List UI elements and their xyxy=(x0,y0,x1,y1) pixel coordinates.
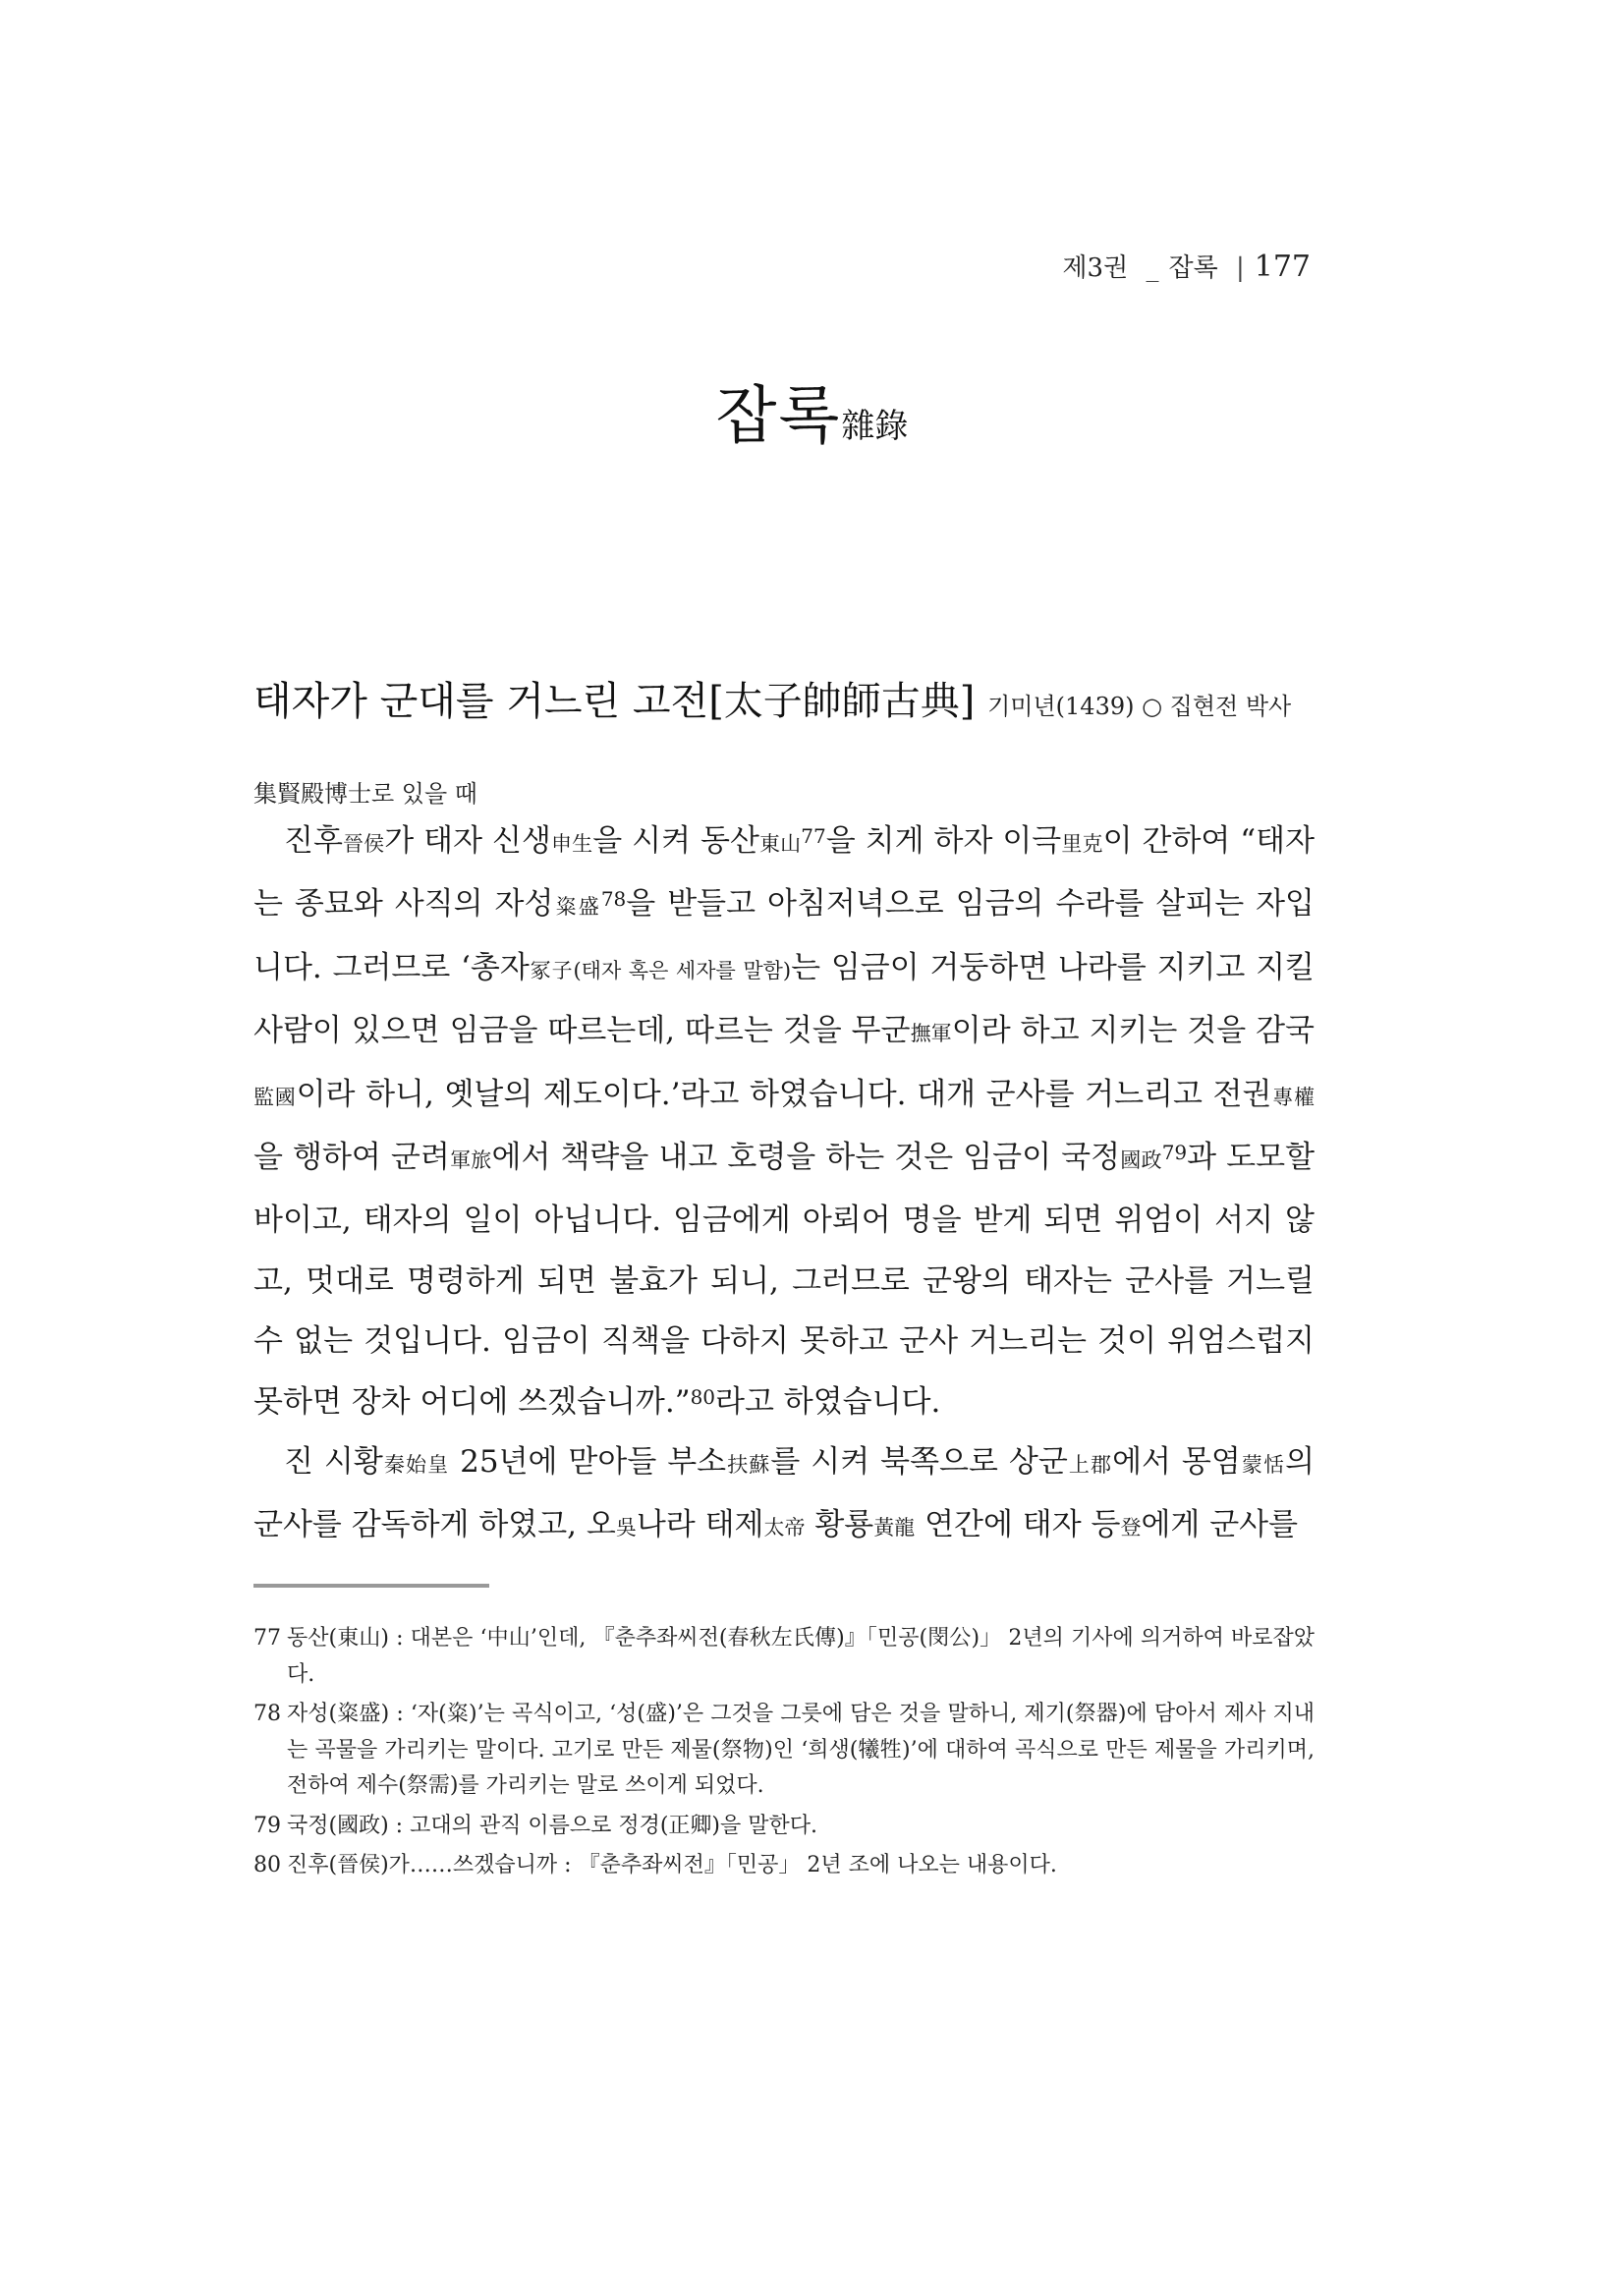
text-run: 는 임금이 거둥하면 나라를 지키고 지킬 사람이 있으면 임금을 따르는데, 따르는 것을 무군 xyxy=(253,949,1315,1049)
footnotes xyxy=(253,1621,1315,1888)
hanja-gloss: 扶蘇 xyxy=(726,1453,771,1478)
text-run: 진 시황 xyxy=(284,1444,383,1481)
chapter-title xyxy=(0,365,1624,456)
header-volume: 제3권 xyxy=(1062,253,1129,283)
chapter-title-korean: 잡록 xyxy=(715,380,842,453)
text-run: 에서 몽염 xyxy=(1112,1444,1241,1481)
hanja-gloss: 蒙恬 xyxy=(1240,1453,1286,1478)
text-run: 이 간하여 “태자는 종묘와 사직의 자성 xyxy=(253,823,1316,923)
hanja-gloss: 撫軍 xyxy=(910,1022,952,1046)
paragraph-2 xyxy=(253,1432,1315,1559)
entry-heading xyxy=(253,660,1315,835)
hanja-gloss: 國政 xyxy=(1120,1148,1162,1173)
text-run: 을 행하여 군려 xyxy=(253,1140,450,1176)
text-run: 을 치게 하자 이극 xyxy=(825,823,1062,859)
hanja-gloss: 秦始皇 xyxy=(382,1453,450,1478)
text-run: 이라 하니, 옛날의 제도이다.’라고 하였습니다. 대개 군사를 거느리고 전권 xyxy=(296,1076,1272,1112)
hanja-gloss: 軍旅 xyxy=(449,1148,492,1173)
hanja-gloss: 吳 xyxy=(615,1516,637,1540)
text-run: 의 군사를 감독하게 하였고, 오 xyxy=(253,1444,1316,1543)
footnote-79 xyxy=(253,1809,1315,1845)
header-divider: | xyxy=(1235,253,1245,283)
footnote-text: 자성(粢盛) : ‘자(粢)’는 곡식이고, ‘성(盛)’은 그것을 그릇에 담은 것을 말하니, 제기(祭器)에 담아서 제사 지내는 곡물을 가리키는 말이다. 고기로 만든 제물(祭物)인 ‘희생(犧牲)’에 대하여 곡식으로 만든 제물을 가리키며, 전하여 제수(祭需)를 가리키는 말로 쓰이게 되었다. xyxy=(287,1702,1315,1798)
footnote-divider xyxy=(253,1584,489,1588)
entry-meta: 기미년(1439) ○ 집현전 박사集賢殿博士로 있을 때 xyxy=(253,693,1292,808)
text-run: 을 받들고 아침저녁으로 임금의 수라를 살피는 자입니다. 그러므로 ‘총자 xyxy=(253,886,1316,985)
footnote-text: 진후(晉侯)가……쓰겠습니까 : 『춘추좌씨전』「민공」 2년 조에 나오는 내용이다. xyxy=(287,1853,1057,1877)
body-text xyxy=(253,812,1315,1559)
footnote-text: 국정(國政) : 고대의 관직 이름으로 정경(正卿)을 말한다. xyxy=(287,1813,817,1838)
text-run: 25년에 맏아들 부소 xyxy=(449,1444,727,1481)
header-separator: _ xyxy=(1146,253,1159,283)
hanja-gloss: 登 xyxy=(1120,1516,1142,1540)
footnote-78 xyxy=(253,1697,1315,1805)
text-run: 황룡 xyxy=(805,1507,874,1543)
footnote-number: 79 xyxy=(253,1813,281,1838)
hanja-gloss: 東山 xyxy=(758,832,802,856)
hanja-gloss: 晉侯 xyxy=(342,832,385,856)
text-run: 를 시켜 북쪽으로 상군 xyxy=(770,1444,1068,1481)
text-run: 에서 책략을 내고 호령을 하는 것은 임금이 국정 xyxy=(491,1140,1121,1176)
footnote-text: 동산(東山) : 대본은 ‘中山’인데, 『춘추좌씨전(春秋左氏傳)』「민공(閔公)」 2년의 기사에 의거하여 바로잡았다. xyxy=(287,1626,1315,1687)
text-run: 나라 태제 xyxy=(636,1507,764,1543)
footnote-ref-80[interactable]: 80 xyxy=(690,1384,716,1409)
hanja-gloss: 粢盛 xyxy=(553,895,601,920)
page-number: 177 xyxy=(1254,250,1311,284)
hanja-gloss: 冢子(태자 혹은 세자를 말함) xyxy=(529,958,792,982)
entry-title-hanja: [太子帥師古典] xyxy=(708,679,976,724)
footnote-ref-79[interactable]: 79 xyxy=(1161,1141,1188,1165)
hanja-gloss: 黃龍 xyxy=(873,1516,916,1540)
footnote-ref-78[interactable]: 78 xyxy=(600,887,627,912)
hanja-gloss: 專權 xyxy=(1271,1085,1316,1109)
footnote-ref-77[interactable]: 77 xyxy=(801,824,826,848)
text-run: 라고 하였습니다. xyxy=(715,1383,941,1420)
text-run: 이라 하고 지키는 것을 감국 xyxy=(951,1013,1315,1049)
hanja-gloss: 申生 xyxy=(550,832,593,856)
text-run: 에게 군사를 xyxy=(1141,1507,1299,1543)
footnote-number: 77 xyxy=(253,1626,281,1651)
footnote-80 xyxy=(253,1848,1315,1884)
hanja-gloss: 里克 xyxy=(1061,832,1103,856)
footnote-number: 78 xyxy=(253,1702,281,1726)
text-run: 연간에 태자 등 xyxy=(915,1507,1121,1543)
text-run: 가 태자 신생 xyxy=(384,823,551,859)
text-run: 과 도모할 바이고, 태자의 일이 아닙니다. 임금에게 아뢰어 명을 받게 되면 위엄이 서지 않고, 멋대로 명령하게 되면 불효가 되니, 그러므로 군왕의 태자는 군사를 거느릴 수 없는 것입니다. 임금이 직책을 다하지 못하고 군사 거느리는 것이 위엄스럽지 못하면 장차 어디에 쓰겠습니까.” xyxy=(253,1140,1316,1420)
hanja-gloss: 太帝 xyxy=(763,1516,806,1540)
text-run: 을 시켜 동산 xyxy=(592,823,759,859)
hanja-gloss: 監國 xyxy=(253,1085,297,1109)
footnote-number: 80 xyxy=(253,1853,281,1877)
text-run: 진후 xyxy=(284,823,343,859)
paragraph-1 xyxy=(253,812,1315,1432)
hanja-gloss: 上郡 xyxy=(1067,1453,1113,1478)
running-header xyxy=(1062,248,1311,284)
chapter-title-hanja: 雜錄 xyxy=(841,407,909,446)
footnote-77 xyxy=(253,1621,1315,1693)
header-section: 잡록 xyxy=(1168,253,1218,283)
entry-title: 태자가 군대를 거느린 고전 xyxy=(253,679,709,724)
